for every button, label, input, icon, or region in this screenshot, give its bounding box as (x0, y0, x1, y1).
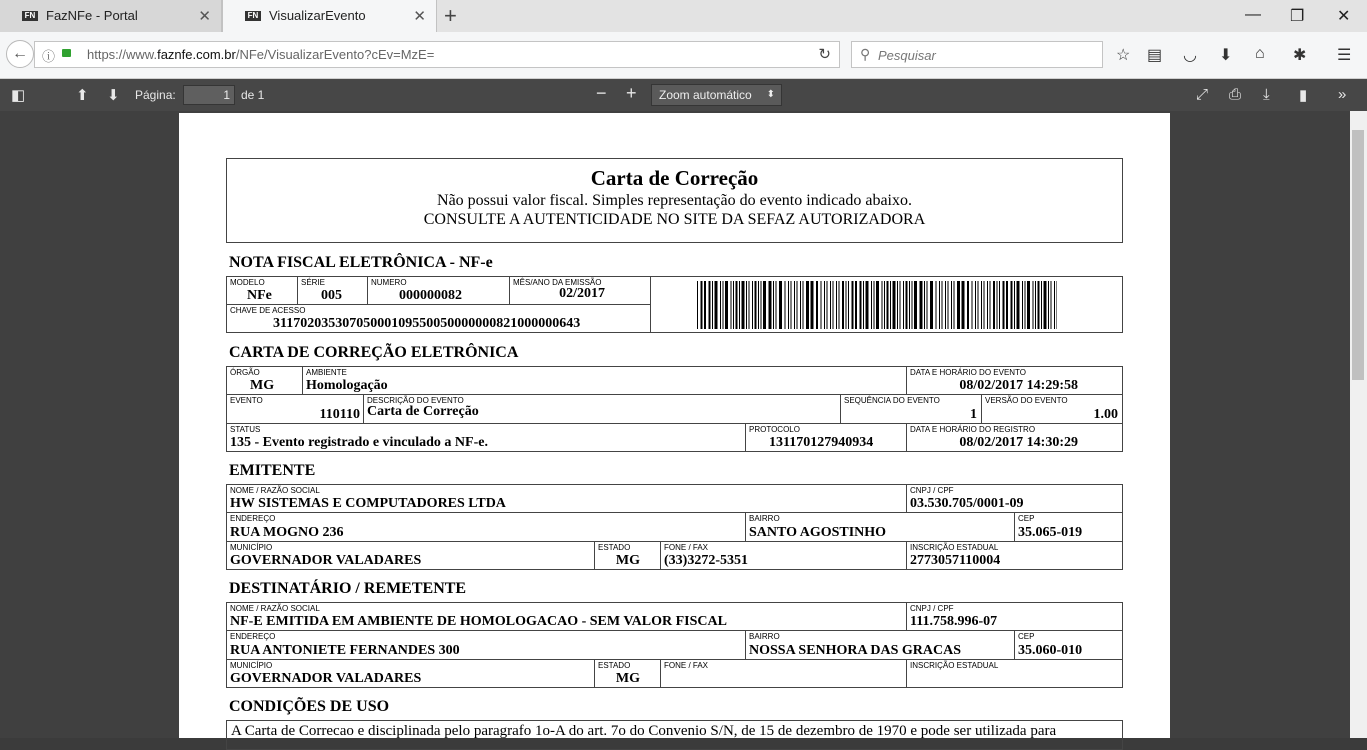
new-tab-button[interactable]: + (444, 3, 457, 28)
orgao-cell: ÓRGÃO MG (227, 367, 303, 395)
versao-cell: VERSÃO DO EVENTO 1.00 (982, 395, 1122, 424)
protocolo-cell: PROTOCOLO 131170127940934 (746, 424, 907, 451)
tools-icon[interactable]: » (1338, 86, 1347, 103)
barcode-bar (887, 281, 889, 329)
page-label: Página: (135, 88, 176, 102)
barcode-bar (945, 281, 946, 329)
destinatario-section (226, 602, 1123, 688)
barcode-bar (755, 281, 757, 329)
serie-cell: SÉRIE 005 (298, 277, 368, 305)
url-text[interactable]: https://www.faznfe.com.br/NFe/VisualizarEvento?cEv=MzE= (87, 47, 435, 62)
emitente-cnpj-cell: CNPJ / CPF 03.530.705/0001-09 (907, 485, 1122, 513)
evento-cell: EVENTO 110110 (227, 395, 364, 424)
barcode-bar (816, 281, 818, 329)
back-button[interactable]: ← (6, 40, 34, 68)
barcode-bar (776, 281, 777, 329)
barcode-bar (697, 281, 698, 329)
barcode-bar (720, 281, 721, 329)
barcode-bar (984, 281, 985, 329)
destinatario-nome-cell: NOME / RAZÃO SOCIAL NF-E EMITIDA EM AMBIENTE DE HOMOLOGACAO - SEM VALOR FISCAL (227, 603, 907, 631)
barcode-bar (742, 281, 745, 329)
search-input[interactable] (851, 41, 1103, 68)
restore-icon[interactable]: ❐ (1290, 8, 1305, 25)
barcode-bar (763, 281, 766, 329)
menu-icon[interactable]: ☰ (1337, 47, 1352, 64)
barcode-bar (1022, 281, 1023, 329)
barcode-bar (893, 281, 896, 329)
descricao-cell: DESCRIÇÃO DO EVENTO Carta de Correção (364, 395, 841, 424)
barcode-bar (791, 281, 792, 329)
save-icon[interactable]: ⤓ (1263, 86, 1270, 103)
destinatario-bairro-cell: BAIRRO NOSSA SENHORA DAS GRACAS (746, 631, 1015, 660)
barcode-bar (779, 281, 782, 329)
barcode-bar (936, 281, 937, 329)
emitente-section (226, 484, 1123, 570)
barcode-bar (1035, 281, 1036, 329)
barcode-bar (746, 281, 747, 329)
barcode-bar (731, 281, 732, 329)
destinatario-ie-cell: INSCRIÇÃO ESTADUAL (910, 661, 999, 670)
barcode-bar (1044, 281, 1047, 329)
barcode-bar (758, 281, 759, 329)
emitente-endereco-cell: ENDEREÇO RUA MOGNO 236 (227, 513, 746, 542)
barcode-bar (773, 281, 774, 329)
barcode-bar (827, 281, 828, 329)
barcode-bar (736, 281, 738, 329)
barcode-bar (860, 281, 862, 329)
barcode-bar (871, 281, 872, 329)
barcode-bar (962, 281, 965, 329)
mes-emissao-cell: MÊS/ANO DA EMISSÃO 02/2017 (510, 277, 651, 305)
barcode-bar (806, 281, 809, 329)
barcode-bar (824, 281, 825, 329)
extension-icon[interactable]: ✱ (1293, 47, 1307, 64)
tab-visualizar-evento[interactable] (222, 0, 437, 32)
barcode-bar (1014, 281, 1015, 329)
search-placeholder: Pesquisar (878, 48, 936, 63)
barcode-bar (725, 281, 728, 329)
barcode-bar (830, 281, 831, 329)
document-subtitle: Não possui valor fiscal. Simples representação do evento indicado abaixo. (437, 192, 912, 209)
document-title: Carta de Correção (590, 166, 759, 190)
barcode-bar (882, 281, 883, 329)
barcode-bar (723, 281, 724, 329)
barcode-bar (924, 281, 925, 329)
barcode-bar (846, 281, 847, 329)
emitente-ie-cell: INSCRIÇÃO ESTADUAL 2773057110004 (910, 543, 1001, 568)
emitente-heading: EMITENTE (229, 462, 316, 479)
barcode-bar (1041, 281, 1042, 329)
barcode-bar (957, 281, 960, 329)
barcode-bar (897, 281, 898, 329)
barcode-bar (890, 281, 891, 329)
destinatario-fone-cell: FONE / FAX (661, 660, 907, 687)
nfe-heading: NOTA FISCAL ELETRÔNICA - NF-e (229, 254, 493, 271)
document-header (226, 158, 1123, 243)
barcode-bar (852, 281, 854, 329)
site-favicon-icon: FN (22, 11, 38, 21)
dropdown-arrow-icon: ⬍ (766, 89, 775, 100)
bookmark-star-icon[interactable]: ☆ (1116, 47, 1131, 64)
barcode-bar (839, 281, 840, 329)
barcode-bar (1006, 281, 1008, 329)
document-warning: CONSULTE A AUTENTICIDADE NO SITE DA SEFAZ AUTORIZADORA (423, 211, 926, 228)
barcode-bar (972, 281, 973, 329)
emitente-bairro-cell: BAIRRO SANTO AGOSTINHO (746, 513, 1015, 542)
pdf-toolbar (0, 79, 1367, 112)
data-registro-cell: DATA E HORÁRIO DO REGISTRO 08/02/2017 14:30:29 (910, 425, 1078, 450)
destinatario-cep-cell: CEP 35.060-010 (1015, 631, 1122, 660)
barcode-bar (884, 281, 885, 329)
close-window-icon[interactable]: ✕ (1337, 8, 1351, 25)
reading-list-icon[interactable]: ▤ (1147, 47, 1163, 64)
emitente-municipio-cell: MUNICÍPIO GOVERNADOR VALADARES (227, 542, 595, 569)
barcode-bar (1038, 281, 1040, 329)
barcode-bar (876, 281, 879, 329)
barcode-bar (1057, 281, 1058, 329)
search-icon: ⚲ (860, 46, 871, 62)
destinatario-municipio-cell: MUNICÍPIO GOVERNADOR VALADARES (227, 660, 595, 687)
barcode-bar (1033, 281, 1034, 329)
barcode-bar (712, 281, 713, 329)
barcode-bar (842, 281, 844, 329)
page-total: de 1 (241, 88, 265, 102)
barcode-bar (761, 281, 762, 329)
next-page-icon[interactable]: ⬇ (107, 87, 120, 104)
minimize-icon[interactable]: — (1245, 6, 1261, 23)
barcode-bar (906, 281, 908, 329)
barcode-bar (794, 281, 795, 329)
tab-strip (0, 0, 1367, 32)
barcode-bar (927, 281, 928, 329)
site-favicon-icon: FN (245, 11, 261, 21)
emitente-nome-cell: NOME / RAZÃO SOCIAL HW SISTEMAS E COMPUTADORES LTDA (227, 485, 907, 513)
chave-acesso-cell: CHAVE DE ACESSO 31170203530705000109550050000000821000000643 (227, 305, 651, 332)
lock-icon (62, 49, 71, 57)
destinatario-cnpj-cell: CNPJ / CPF 111.758.996-07 (907, 603, 1122, 631)
pdf-page (179, 113, 1170, 738)
barcode-bar (704, 281, 706, 329)
sidebar-toggle-icon[interactable]: ◧ (11, 87, 26, 104)
barcode-bar (1003, 281, 1005, 329)
barcode-bar (951, 281, 952, 329)
barcode-bar (785, 281, 786, 329)
barcode-bar (903, 281, 904, 329)
barcode-bar (715, 281, 718, 329)
barcode-bar (920, 281, 923, 329)
barcode-bar (987, 281, 988, 329)
info-icon[interactable]: ⓘ (42, 49, 56, 64)
tab-faznfe-portal[interactable] (0, 0, 222, 32)
zoom-out-icon[interactable]: − (596, 83, 607, 103)
barcode-bar (997, 281, 998, 329)
barcode-bar (900, 281, 901, 329)
destinatario-heading: DESTINATÁRIO / REMETENTE (229, 580, 467, 597)
bookmark-icon[interactable]: ▮ (1299, 87, 1308, 104)
barcode (697, 281, 1057, 329)
barcode-bar (797, 281, 798, 329)
emitente-cep-cell: CEP 35.065-019 (1015, 513, 1122, 542)
barcode-bar (803, 281, 804, 329)
barcode-bar (866, 281, 869, 329)
barcode-bar (739, 281, 740, 329)
pocket-icon[interactable]: ◡ (1183, 47, 1197, 64)
barcode-bar (1025, 281, 1026, 329)
barcode-bar (912, 281, 913, 329)
status-cell: STATUS 135 - Evento registrado e vinculado a NF-e. (227, 424, 746, 451)
tab-title: VisualizarEvento (269, 8, 366, 23)
barcode-bar (942, 281, 943, 329)
barcode-bar (1011, 281, 1013, 329)
sequencia-cell: SEQUÊNCIA DO EVENTO 1 (841, 395, 982, 424)
barcode-bar (1027, 281, 1030, 329)
barcode-bar (967, 281, 969, 329)
barcode-bar (1051, 281, 1052, 329)
barcode-bar (788, 281, 789, 329)
numero-cell: NUMERO 000000082 (368, 277, 510, 305)
condicoes-text: A Carta de Correcao e disciplinada pelo paragrafo 1o-A do art. 7o do Convenio S/N, de 15 de dezembro de 1970 e pode ser utilizada para (226, 720, 1123, 750)
barcode-bar (975, 281, 976, 329)
barcode-bar (1048, 281, 1049, 329)
destinatario-estado-cell: ESTADO MG (595, 660, 661, 687)
barcode-bar (1017, 281, 1020, 329)
nfe-section (226, 276, 1123, 333)
barcode-bar (990, 281, 991, 329)
barcode-bar (811, 281, 814, 329)
barcode-bar (800, 281, 801, 329)
barcode-bar (701, 281, 703, 329)
print-icon[interactable]: ⎙ (1229, 86, 1242, 103)
barcode-bar (848, 281, 849, 329)
reload-icon[interactable]: ↻ (818, 46, 831, 63)
zoom-in-icon[interactable]: + (626, 83, 637, 103)
barcode-bar (733, 281, 734, 329)
emitente-estado-cell: ESTADO MG (595, 542, 661, 569)
barcode-bar (948, 281, 949, 329)
modelo-cell: MODELO NFe (227, 277, 298, 305)
barcode-bar (874, 281, 875, 329)
barcode-bar (978, 281, 979, 329)
home-icon[interactable]: ⌂ (1255, 45, 1265, 62)
destinatario-endereco-cell: ENDEREÇO RUA ANTONIETE FERNANDES 300 (227, 631, 746, 660)
barcode-bar (909, 281, 910, 329)
navigation-bar (0, 32, 1367, 79)
barcode-bar (752, 281, 753, 329)
zoom-select[interactable]: Zoom automático ⬍ (651, 84, 782, 106)
barcode-bar (999, 281, 1000, 329)
download-icon[interactable]: ⬇ (1219, 47, 1233, 64)
condicoes-heading: CONDIÇÕES DE USO (229, 698, 390, 715)
barcode-bar (769, 281, 772, 329)
cce-section (226, 366, 1123, 452)
scrollbar-thumb[interactable] (1352, 130, 1364, 380)
barcode-bar (914, 281, 917, 329)
barcode-bar (749, 281, 750, 329)
ambiente-cell: AMBIENTE Homologação (303, 367, 907, 395)
barcode-bar (833, 281, 834, 329)
tab-title: FazNFe - Portal (46, 8, 138, 23)
barcode-bar (981, 281, 982, 329)
previous-page-icon[interactable]: ⬆ (76, 87, 89, 104)
emitente-fone-cell: FONE / FAX (33)3272-5351 (661, 542, 907, 569)
barcode-bar (836, 281, 837, 329)
url-bar[interactable] (34, 41, 840, 68)
cce-heading: CARTA DE CORREÇÃO ELETRÔNICA (229, 344, 519, 361)
barcode-bar (863, 281, 864, 329)
barcode-bar (1054, 281, 1055, 329)
presentation-mode-icon[interactable]: ⤢ (1196, 86, 1209, 103)
page-number-input[interactable]: 1 (183, 85, 235, 105)
close-tab-icon[interactable]: ✕ (198, 8, 211, 25)
data-evento-cell: DATA E HORÁRIO DO EVENTO 08/02/2017 14:29:58 (907, 367, 1122, 395)
barcode-bar (821, 281, 822, 329)
barcode-bar (709, 281, 711, 329)
barcode-bar (939, 281, 940, 329)
barcode-bar (855, 281, 857, 329)
barcode-bar (993, 281, 995, 329)
barcode-bar (930, 281, 933, 329)
barcode-bar (954, 281, 955, 329)
close-tab-icon[interactable]: ✕ (413, 8, 426, 25)
